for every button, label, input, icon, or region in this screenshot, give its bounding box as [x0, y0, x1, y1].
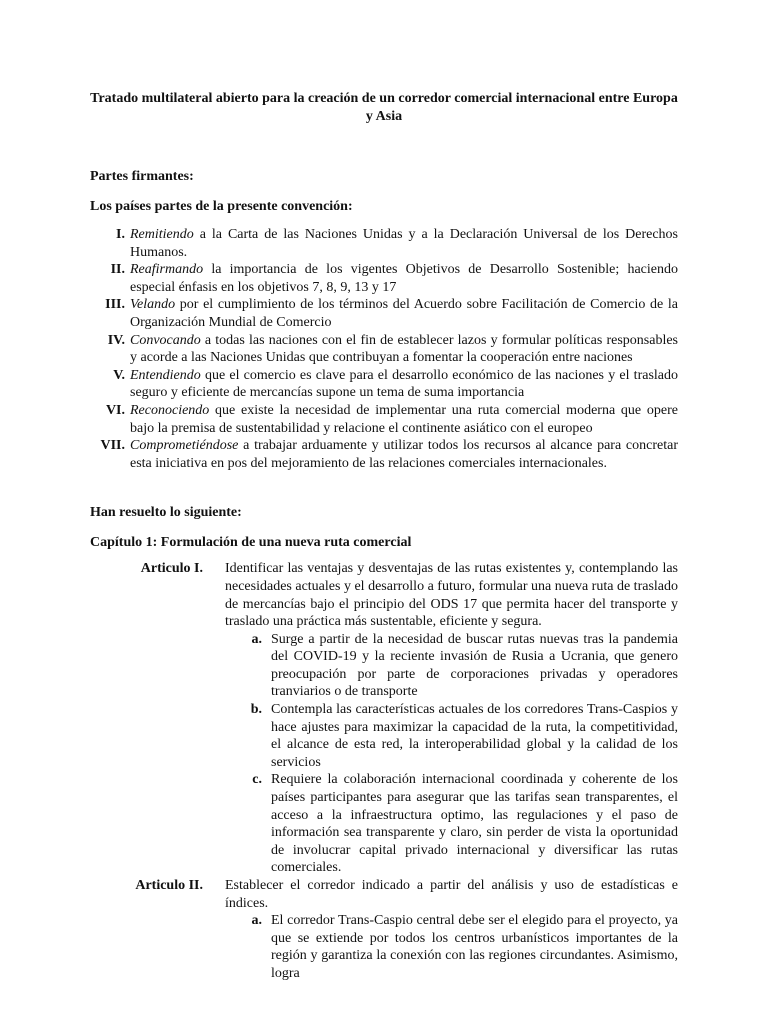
- preamble-item: [90, 332, 678, 367]
- preamble-text: [130, 296, 678, 331]
- preamble-list: [90, 226, 678, 472]
- resolved-heading: Han resuelto lo siguiente:: [90, 505, 242, 521]
- article-label: Articulo II.: [135, 878, 203, 893]
- article-text: Establecer el corredor indicado a partir del análisis y uso de estadísticas e índices.: [225, 878, 678, 911]
- article: [90, 560, 678, 877]
- parties-heading: Partes firmantes:: [90, 169, 194, 184]
- preamble-text: [130, 261, 678, 296]
- preamble-verb: Convocando: [130, 332, 201, 348]
- article-body: [225, 877, 678, 983]
- preamble-body: a todas las naciones con el fin de establecer lazos y formular políticas responsables y acorde a las Naciones Unidas que contribuyan a fomentar la cooperación entre naciones: [130, 332, 678, 366]
- preamble-number: I.: [116, 227, 125, 242]
- subitem: [225, 771, 678, 877]
- preamble-number: III.: [105, 297, 125, 313]
- subitem-text: Surge a partir de la necesidad de buscar rutas nuevas tras la pandemia del COVID-19 y la reciente invasión de Rusia a Ucrania, que genero preocupación por parte de corporaciones privadas y operadores tranviarios o de transporte: [271, 631, 678, 700]
- preamble-number: V.: [113, 367, 125, 383]
- preamble-text: [130, 437, 678, 472]
- preamble-body: a la Carta de las Naciones Unidas y a la Declaración Universal de los Derechos Humanos.: [130, 227, 678, 260]
- preamble-verb: Remitiendo: [130, 227, 194, 242]
- subitem: [225, 912, 678, 982]
- preamble-item: [90, 226, 678, 261]
- document-title: Tratado multilateral abierto para la creación de un corredor comercial internacional entre Europa y Asia: [90, 91, 678, 124]
- preamble-item: [90, 367, 678, 402]
- subitem-text: El corredor Trans-Caspio central debe ser el elegido para el proyecto, ya que se extiende por todos los centros urbanísticos importantes de la región y garantiza la conexión con las regiones circundantes. Asimismo, logra: [271, 913, 678, 981]
- preamble-verb: Entendiendo: [130, 367, 201, 383]
- article-subitems: [225, 631, 678, 877]
- article-text: Identificar las ventajas y desventajas de las rutas existentes y, contemplando las necesidades actuales y el desarrollo a futuro, formular una nueva ruta de traslado de mercancías bajo el principio del ODS 17 que permita hacer del transporte y traslado una práctica más sustentable, eficiente y segura.: [225, 561, 678, 630]
- preamble-body: por el cumplimiento de los términos del Acuerdo sobre Facilitación de Comercio de la Organización Mundial de Comercio: [130, 297, 678, 330]
- preamble-number: VI.: [105, 402, 125, 418]
- preamble-item: [90, 296, 678, 331]
- subitem: [225, 631, 678, 701]
- preamble-body: a trabajar arduamente y utilizar todos los recursos al alcance para concretar esta iniciativa en pos del mejoramiento de las relaciones comerciales internacionales.: [130, 438, 678, 471]
- preamble-number: II.: [110, 262, 125, 278]
- preamble-body: que existe la necesidad de implementar una ruta comercial moderna que opere bajo la premisa de sustentabilidad y relacione el continente asiático con el europeo: [130, 402, 678, 436]
- subitem-label: b.: [250, 702, 262, 718]
- article-label: Articulo I.: [140, 561, 203, 577]
- preamble-body: que el comercio es clave para el desarrollo económico de las naciones y el traslado seguro y eficiente de mercancías supone un tema de suma importancia: [130, 367, 678, 401]
- article-body: [225, 560, 678, 877]
- chapter-heading: Capítulo 1: Formulación de una nueva ruta comercial: [90, 535, 412, 551]
- preamble-text: [130, 226, 678, 261]
- preamble-text: [130, 402, 678, 437]
- article: [90, 877, 678, 983]
- subitem-label: c.: [252, 772, 262, 788]
- preamble-item: [90, 402, 678, 437]
- preamble-verb: Reafirmando: [130, 262, 204, 278]
- subitem-label: a.: [251, 913, 262, 929]
- preamble-item: [90, 437, 678, 472]
- subitem-text: Contempla las características actuales de los corredores Trans-Caspios y hace ajustes para maximizar la capacidad de la ruta, la competitividad, el alcance de esta red, la interoperabilidad global y la calidad de los servicios: [271, 702, 678, 770]
- subitem: [225, 701, 678, 771]
- preamble-text: [130, 332, 678, 367]
- preamble-verb: Comprometiéndose: [130, 438, 239, 454]
- convention-heading: Los países partes de la presente convención:: [90, 199, 353, 214]
- preamble-text: [130, 367, 678, 402]
- preamble-verb: Reconociendo: [130, 402, 210, 418]
- preamble-verb: Velando: [130, 297, 176, 313]
- article-subitems: [225, 912, 678, 982]
- subitem-text: Requiere la colaboración internacional coordinada y coherente de los países participantes para asegurar que las tarifas sean transparentes, el acceso a la infraestructura optimo, las regulaciones y el paso de información sea transparente y claro, sin perder de vista la oportunidad de involucrar capital privado internacional y diversificar las rutas comerciales.: [271, 772, 678, 876]
- preamble-number: IV.: [107, 332, 125, 348]
- preamble-item: [90, 261, 678, 296]
- preamble-body: la importancia de los vigentes Objetivos de Desarrollo Sostenible; haciendo especial énfasis en los objetivos 7, 8, 9, 13 y 17: [130, 262, 678, 295]
- subitem-label: a.: [251, 631, 262, 647]
- preamble-number: VII.: [100, 438, 125, 454]
